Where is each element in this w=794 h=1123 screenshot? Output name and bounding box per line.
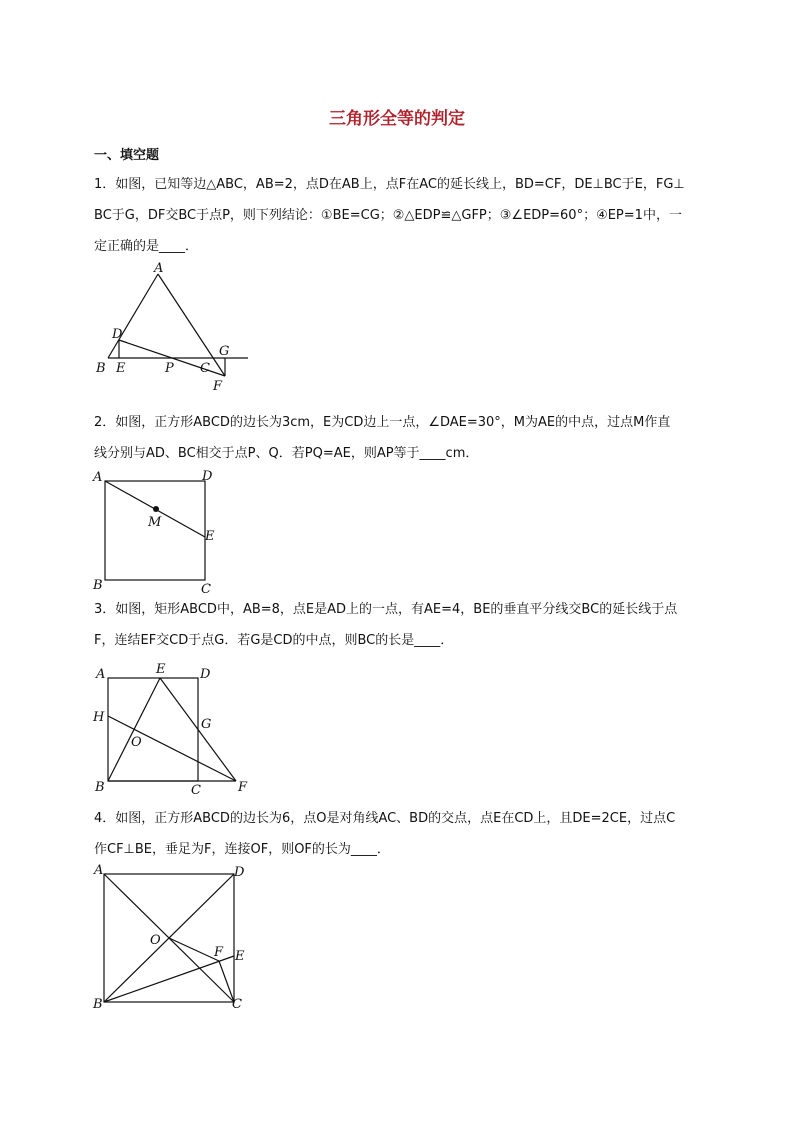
question-line: BC于G，DF交BC于点P，则下列结论：①BE=CG；②△EDP≌△GFP；③∠EDP=60°；④EP=1中，一: [94, 208, 682, 223]
question-2: [94, 407, 700, 469]
label-c: C: [200, 361, 210, 376]
segment-hf: [108, 716, 236, 781]
side-ab: [108, 274, 158, 358]
label-b: B: [93, 997, 103, 1012]
label-o: O: [150, 933, 161, 948]
question-line: F，连结EF交CD于点G．若G是CD的中点，则BC的长是____．: [94, 633, 454, 648]
label-c: C: [232, 997, 242, 1012]
question-line: 3．如图，矩形ABCD中，AB=8，点E是AD上的一点，有AE=4，BE的垂直平分线交BC的延长线于点: [94, 602, 678, 617]
label-e: E: [205, 529, 215, 544]
label-a: A: [94, 863, 104, 878]
label-a: A: [154, 262, 164, 276]
rectangle-abcd: [108, 678, 198, 781]
segment-cf: [219, 961, 234, 1002]
question-line: 1．如图，已知等边△ABC，AB=2，点D在AB上，点F在AC的延长线上，BD=CF，DE⊥BC于E，FG⊥: [94, 177, 685, 192]
label-e: E: [156, 662, 166, 677]
label-a: A: [93, 470, 103, 485]
page-title: 三角形全等的判定: [329, 109, 465, 129]
label-f: F: [214, 945, 224, 960]
label-e: E: [235, 949, 245, 964]
figure-2-square: [90, 466, 220, 598]
segment-be: [104, 956, 234, 1002]
label-g: G: [201, 717, 212, 732]
question-line: 2．如图，正方形ABCD的边长为3cm，E为CD边上一点，∠DAE=30°，M为AE的中点，过点M作直: [94, 415, 671, 430]
segment-of: [169, 938, 219, 961]
label-o: O: [131, 735, 142, 750]
figure-1-triangle: [92, 262, 252, 402]
question-line: 定正确的是____．: [94, 239, 199, 254]
question-line: 线分别与AD、BC相交于点P、Q．若PQ=AE，则AP等于____cm．: [94, 446, 479, 461]
label-c: C: [191, 783, 201, 798]
label-m: M: [148, 515, 162, 530]
label-p: P: [165, 361, 174, 376]
label-f: F: [238, 780, 248, 795]
section-heading: 一、填空题: [94, 148, 160, 163]
question-1: [94, 169, 700, 262]
figure-3-rectangle: [90, 660, 260, 800]
label-b: B: [96, 361, 106, 376]
label-c: C: [201, 582, 211, 597]
question-line: 作CF⊥BE，垂足为F，连接OF，则OF的长为____．: [94, 842, 390, 857]
label-g: G: [219, 344, 230, 359]
question-line: 4．如图，正方形ABCD的边长为6，点O是对角线AC、BD的交点，点E在CD上，且DE=2CE，过点C: [94, 811, 676, 826]
question-4: [94, 803, 700, 865]
label-f: F: [213, 379, 223, 394]
point-m: [153, 506, 159, 512]
question-3: [94, 594, 700, 656]
label-a: A: [96, 667, 106, 682]
label-b: B: [95, 780, 105, 795]
label-d: D: [234, 865, 245, 880]
label-h: H: [93, 710, 105, 725]
figure-4-square: [88, 860, 258, 1020]
label-d: D: [112, 327, 123, 342]
label-e: E: [116, 361, 126, 376]
square-abcd: [105, 481, 205, 580]
label-d: D: [202, 469, 213, 484]
label-b: B: [93, 578, 103, 593]
label-d: D: [200, 667, 211, 682]
